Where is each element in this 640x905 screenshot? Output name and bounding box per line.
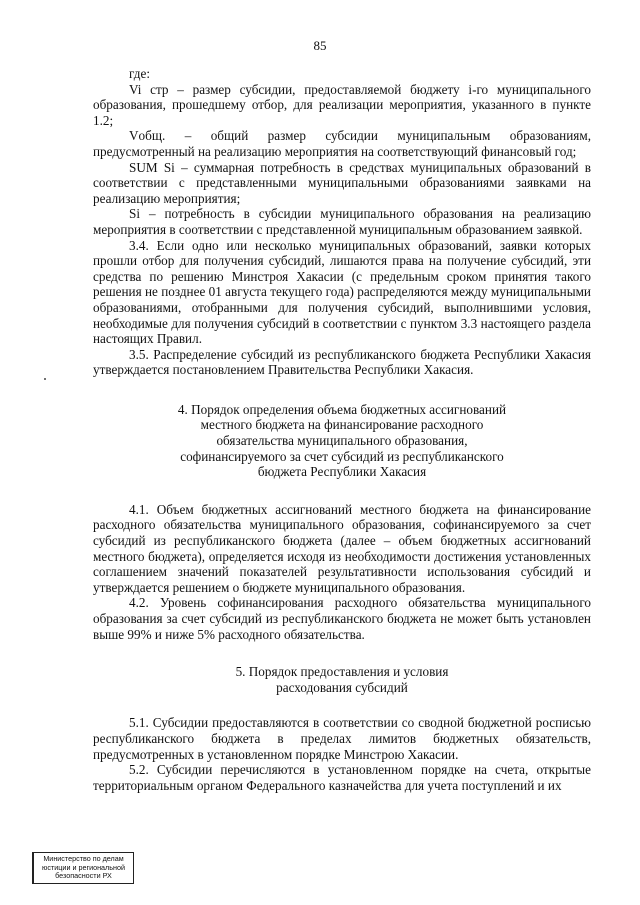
paragraph-5-1: 5.1. Субсидии предоставляются в соответствии со сводной бюджетной росписью республиканского бюджета в пределах лимитов бюджетных обязательств, предусмотренных в установленном порядке Минстрою Хакасии. [93, 715, 591, 762]
paragraph-sum-si-definition: SUM Si – суммарная потребность в средствах муниципальных образований в соответствии с представленными муниципальными образованиями заявками на реализацию мероприятия; [93, 159, 591, 206]
paragraph-4-2: 4.2. Уровень софинансирования расходного обязательства муниципального образования за счет субсидий из республиканского бюджета не может быть установлен выше 99% и ниже 5% расходного обязательства. [93, 595, 591, 642]
document-body [93, 66, 591, 793]
paragraph-vtotal-definition: Vобщ. – общий размер субсидии муниципальным образованиям, предусмотренный на реализацию мероприятия на соответствующий финансовый год; [93, 128, 591, 159]
paragraph-vi-definition: Vi стр – размер субсидии, предоставляемой бюджету i-го муниципального образования, прошедшему отбор, для реализации мероприятия, указанного в пункте 1.2; [93, 81, 591, 128]
paragraph-si-definition: Si – потребность в субсидии муниципального образования на реализацию мероприятия в соответствии с представленной муниципальным образованием заявкой. [93, 206, 591, 237]
section-4-heading: 4. Порядок определения объема бюджетных ассигнований местного бюджета на финансирование расходного обязательства муниципального образования, софинансируемого за счет субсидий из республиканского бюджета Республики Хакасия [177, 401, 507, 480]
scan-speck [44, 378, 46, 380]
paragraph-3-4: 3.4. Если одно или несколько муниципальных образований, заявки которых прошли отбор для получения субсидий, лишаются права на получение субсидий, эти средства по решению Минстроя Хакасии (с предельным сроком принятия такого решения не позднее 01 августа текущего года) распределяются между муниципальными образованиями, отобранными для получения субсидий, выполнившими условия, необходимые для получения субсидий в соответствии с пунктом 3.3 настоящего раздела настоящих Правил. [93, 237, 591, 347]
paragraph-where: где: [129, 66, 150, 81]
paragraph-5-2: 5.2. Субсидии перечисляются в установленном порядке на счета, открытые территориальным органом Федерального казначейства для учета поступлений и их [93, 762, 591, 793]
paragraph-3-5: 3.5. Распределение субсидий из республиканского бюджета Республики Хакасия утверждается постановлением Правительства Республики Хакасия. [93, 346, 591, 378]
paragraph-4-1: 4.1. Объем бюджетных ассигнований местного бюджета на финансирование расходного обязательства муниципального образования, софинансируемого за счет субсидий из республиканского бюджета (далее – объем бюджетных ассигнований местного бюджета), определяется исходя из необходимости достижения установленных соглашением значений показателей результативности использования субсидий и утверждается решением о бюджете муниципального образования. [93, 501, 591, 595]
page-number: 85 [313, 38, 327, 53]
section-5-heading: 5. Порядок предоставления и условия расходования субсидий [235, 664, 449, 695]
ministry-stamp: Министерство по делам юстиции и региональной безопасности РХ [32, 852, 134, 884]
